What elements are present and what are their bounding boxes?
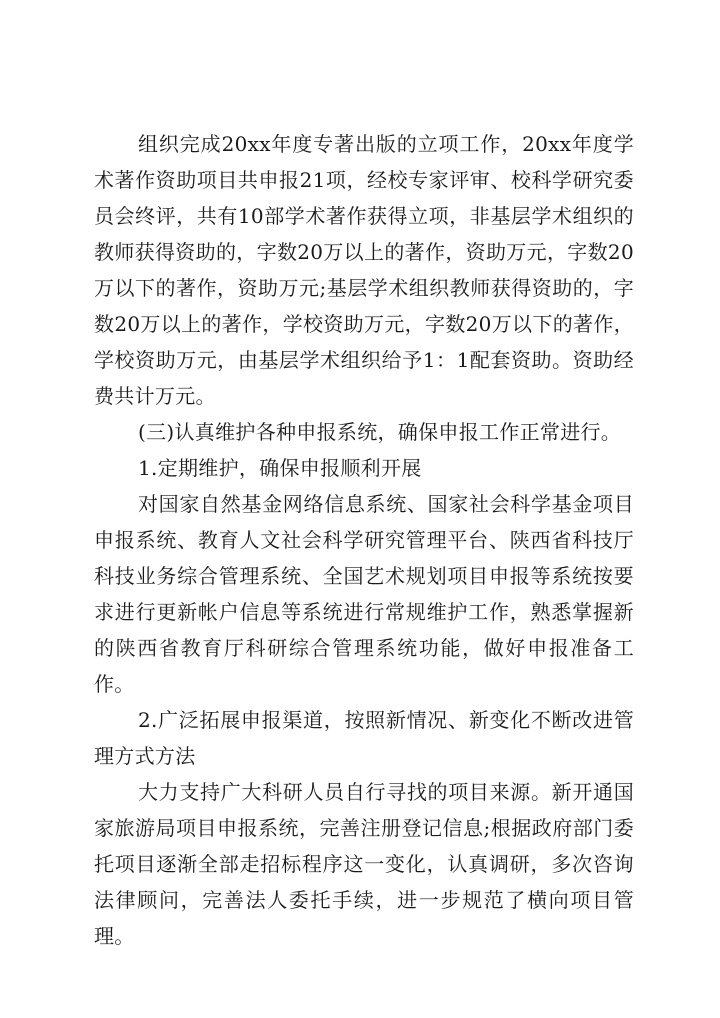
section-heading-maintain-systems: (三)认真维护各种申报系统，确保申报工作正常进行。 — [138, 420, 622, 444]
subheading-expand-channels: 2.广泛拓展申报渠道，按照新情况、新变化不断改进管理方式方法 — [94, 708, 634, 768]
subheading-regular-maintenance: 1.定期维护，确保申报顺利开展 — [138, 456, 422, 480]
paragraph-project-sources: 大力支持广大科研人员自行寻找的项目来源。新开通国家旅游局项目申报系统，完善注册登记信息;根据政府部门委托项目逐渐全部走招标程序这一变化，认真调研，多次咨询法律顾问，完善法人委托手续，进一步规范了横向项目管理。 — [94, 780, 634, 948]
document-body — [94, 126, 634, 954]
paragraph-monograph-funding: 组织完成20xx年度专著出版的立项工作，20xx年度学术著作资助项目共申报21项，经校专家评审、校科学研究委员会终评，共有10部学术著作获得立项，非基层学术组织的教师获得资助的，字数20万以上的著作，资助万元，字数20万以下的著作，资助万元;基层学术组织教师获得资助的，字数20万以上的著作，学校资助万元，字数20万以下的著作，学校资助万元，由基层学术组织给予1：1配套资助。资助经费共计万元。 — [94, 132, 634, 408]
paragraph-system-maintenance: 对国家自然基金网络信息系统、国家社会科学基金项目申报系统、教育人文社会科学研究管理平台、陕西省科技厅科技业务综合管理系统、全国艺术规划项目申报等系统按要求进行更新帐户信息等系统进行常规维护工作，熟悉掌握新的陕西省教育厅科研综合管理系统功能，做好申报准备工作。 — [94, 492, 634, 696]
